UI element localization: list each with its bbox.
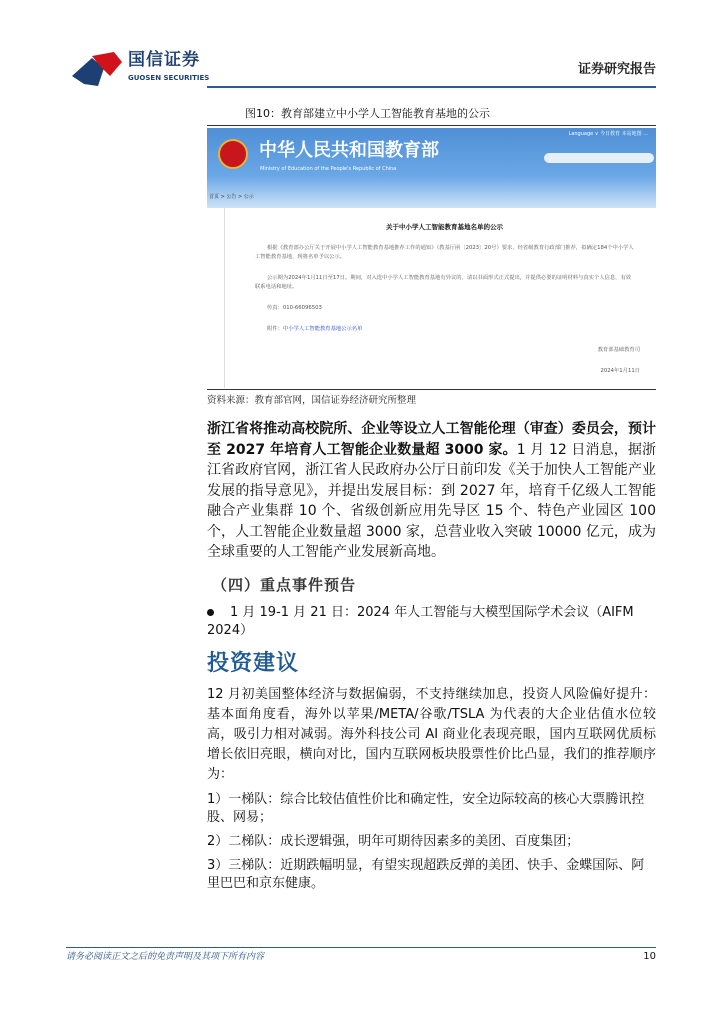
notice-title: 关于中小学人工智能教育基地名单的公示 (386, 223, 503, 231)
logo-text-en: GUOSEN SECURITIES (128, 74, 210, 82)
paragraph-lead: 浙江省将推动高校院所、企业等设立人工智能伦理（审查）委员会，预计至 2027 年培育人工智能企业数量超 3000 家。 (207, 421, 656, 458)
notice-paragraph: 公示期为2024年1月11日至17日。期间，对入选中小学人工智能教育基地有异议的，请以书面形式正式提出，并提供必要的证明材料与真实个人信息，有效联系电话和地址。 (255, 275, 632, 290)
ministry-name-en: Ministry of Education of the People's Republic of China (260, 166, 397, 172)
notice-paragraph: 根据《教育部办公厅关于开展中小学人工智能教育基地推荐工作的通知》（教基厅函〔2023〕20号）要求，经省级教育行政部门推荐，拟确定184个中小学人工智能教育基地，现将名单予以公示。 (255, 245, 634, 260)
figure-title: 图10：教育部建立中小学人工智能教育基地的公示 (245, 107, 490, 120)
event-text: 1 月 19-1 月 21 日：2024 年人工智能与大模型国际学术会议（AIFM 2024） (207, 604, 634, 638)
notice-fax: 传真：010-66096503 (267, 305, 322, 311)
content-column (207, 106, 656, 893)
national-emblem-icon (218, 139, 248, 169)
recommendation-item: 1）一梯队：综合比较估值性价比和确定性，安全边际较高的核心大票腾讯控股、网易； (207, 791, 645, 825)
footer-divider (66, 947, 656, 948)
notice-attachment (237, 325, 652, 334)
attachment-label: 附件： (267, 326, 283, 332)
breadcrumb: 首页 > 公告 > 公示 (209, 194, 254, 200)
figure-divider (207, 125, 656, 126)
search-bar (544, 153, 654, 163)
logo-text-cn: 国信证券 (128, 50, 200, 70)
figure-screenshot (207, 128, 656, 388)
report-type: 证券研究报告 (577, 62, 656, 77)
figure-source: 资料来源：教育部官网，国信证券经济研究所整理 (207, 395, 417, 406)
top-links: Language ∨ 今日教育 本站地图 ... (568, 131, 648, 137)
notice-card (224, 208, 656, 388)
ministry-banner (207, 128, 656, 208)
invest-heading: 投资建议 (207, 650, 300, 676)
event-item (207, 604, 656, 640)
section-heading: （四）重点事件预告 (212, 575, 357, 594)
recommendation-item: 2）二梯队：成长逻辑强，明年可期待因素多的美团、百度集团； (207, 833, 580, 849)
figure-bottom-divider (207, 389, 656, 390)
footer-disclaimer: 请务必阅读正文之后的免责声明及其项下所有内容 (66, 952, 265, 962)
notice-department: 教育部基础教育司 (597, 347, 640, 353)
ministry-name-cn: 中华人民共和国教育部 (259, 140, 439, 161)
recommendation-item: 3）三梯队：近期跌幅明显，有望实现超跌反弹的美团、快手、金蝶国际、阿里巴巴和京东健康。 (207, 857, 645, 891)
bullet-icon (207, 609, 214, 616)
invest-paragraph: 12 月初美国整体经济与数据偏弱，不支持继续加息，投资人风险偏好提升：基本面角度看，海外以苹果/META/谷歌/TSLA 为代表的大企业估值水位较高，吸引力相对减弱。海外科技公司 AI 商业化表现亮眼，国内互联网优质标增长依旧亮眼，横向对比，国内互联网板块股票性价比凸显，我们的推荐顺序为： (207, 686, 656, 782)
paragraph-body: 1 月 12 日消息，据浙江省政府官网，浙江省人民政府办公厅日前印发《关于加快人工智能产业发展的指导意见》，并提出发展目标：到 2027 年，培育千亿级人工智能融合产业集群 10 个、省级创新应用先导区 15 个、特色产业园区 100 个，人工智能企业数量超 3000 家，总营业收入突破 10000 亿元，成为全球重要的人工智能产业发展新高地。 (207, 441, 656, 560)
header-divider (207, 86, 656, 88)
page-number: 10 (643, 951, 656, 962)
zhejiang-paragraph (207, 419, 656, 563)
attachment-link: 中小学人工智能教育基地公示名单 (282, 326, 363, 332)
notice-date: 2024年1月11日 (600, 368, 640, 374)
